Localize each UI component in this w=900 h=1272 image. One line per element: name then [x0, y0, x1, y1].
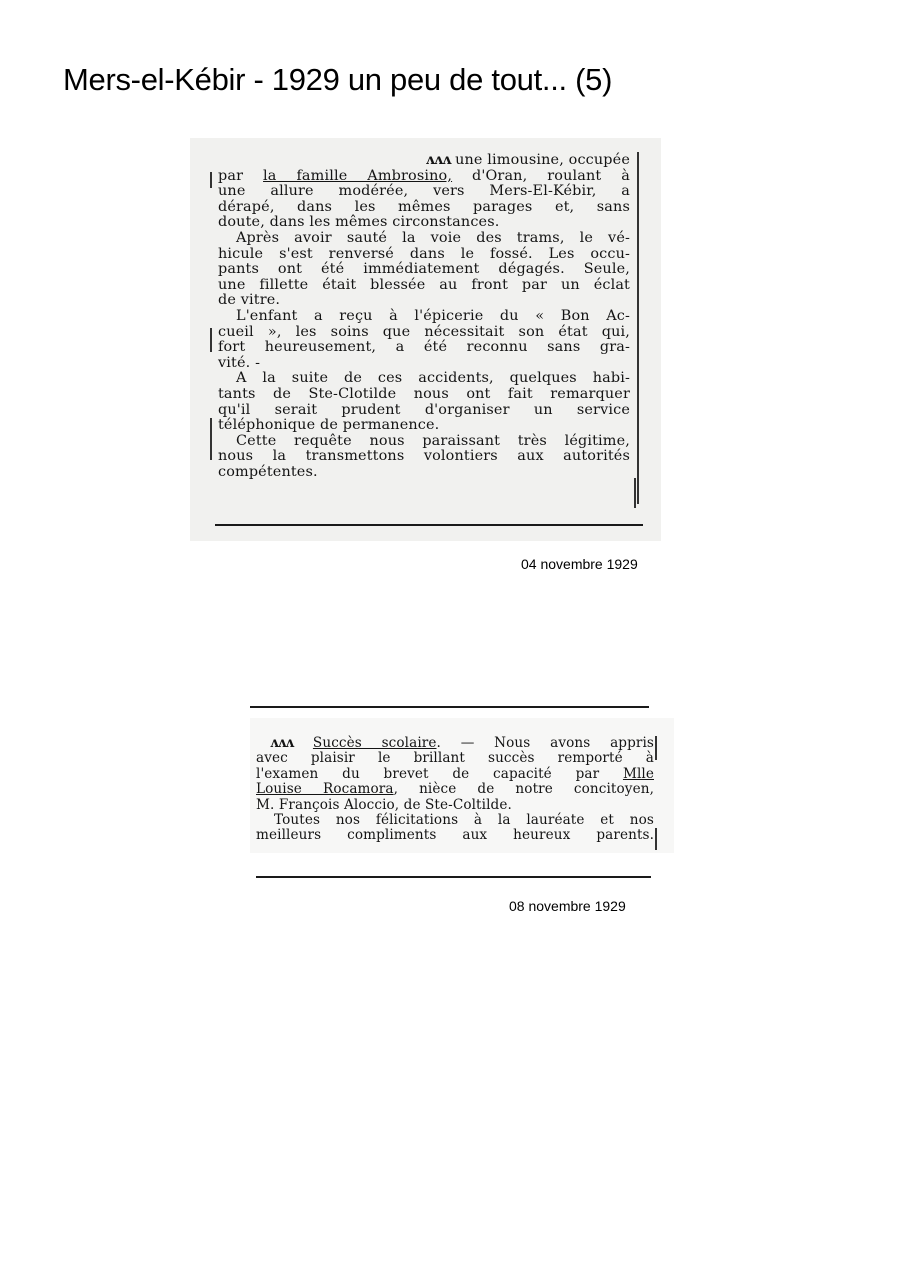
article-line: fort heureusement, a été reconnu sans gra-	[218, 339, 630, 356]
article-line: l'examen du brevet de capacité par Mlle	[256, 765, 654, 782]
separator-rule	[215, 524, 643, 526]
article-line: dérapé, dans les mêmes parages et, sans	[218, 198, 630, 215]
article-line: cueil », les soins que nécessitait son état qui,	[218, 323, 630, 340]
column-rule-left	[210, 328, 212, 352]
article-line: Après avoir sauté la voie des trams, le vé-	[236, 229, 630, 246]
article-line: avec plaisir le brillant succès remporté à	[256, 750, 654, 767]
newspaper-clipping-1	[190, 138, 661, 541]
article-line: Toutes nos félicitations à la lauréate et nos	[274, 812, 654, 829]
column-rule-right	[637, 152, 639, 504]
article-line: une allure modérée, vers Mers-El-Kébir, a	[218, 183, 630, 200]
article-line: vité. -	[218, 354, 261, 371]
article-text	[256, 736, 654, 844]
column-rule-right	[655, 828, 657, 850]
clipping-date: 08 novembre 1929	[509, 898, 626, 914]
article-line: qu'il serait prudent d'organiser un service	[218, 401, 630, 418]
article-line: une fillette était blessée au front par un éclat	[218, 276, 630, 293]
article-line: meilleurs compliments aux heureux parents.	[256, 827, 654, 844]
article-line: doute, dans les mêmes circonstances.	[218, 214, 500, 231]
separator-rule	[250, 706, 649, 708]
article-line: nous la transmettons volontiers aux autorités	[218, 448, 630, 465]
article-line: téléphonique de permanence.	[218, 417, 440, 434]
column-rule-left	[210, 418, 212, 460]
article-line: tants de Ste-Clotilde nous ont fait remarquer	[218, 385, 630, 402]
underlined-name: Louise Rocamora	[256, 781, 394, 798]
article-line: A la suite de ces accidents, quelques habi-	[236, 370, 630, 387]
column-rule-left	[210, 172, 212, 188]
ornament-glyph: ʌʌʌ	[270, 735, 294, 751]
ornament-glyph: ʌʌʌ	[425, 151, 451, 168]
article-line: hicule s'est renversé dans le fossé. Les occu-	[218, 245, 630, 262]
article-line: pants ont été immédiatement dégagés. Seule,	[218, 261, 630, 278]
article-heading: Succès scolaire	[312, 735, 437, 751]
column-rule-right	[634, 478, 636, 508]
newspaper-clipping-2	[250, 718, 674, 853]
article-line: Cette requête nous paraissant très légitime,	[236, 432, 630, 449]
article-line: Louise Rocamora, nièce de notre concitoyen,	[256, 781, 654, 798]
article-line: compétentes.	[218, 463, 318, 480]
separator-rule	[256, 876, 651, 878]
page-title: Mers-el-Kébir - 1929 un peu de tout... (5)	[63, 62, 613, 97]
article-line: M. François Aloccio, de Ste-Coltilde.	[256, 796, 512, 813]
clipping-date: 04 novembre 1929	[521, 556, 638, 572]
article-text	[218, 152, 630, 480]
underlined-name: la famille Ambrosino,	[263, 167, 453, 184]
article-line: par la famille Ambrosino, d'Oran, roulant à	[218, 167, 630, 184]
article-line: L'enfant a reçu à l'épicerie du « Bon Ac-	[236, 307, 630, 324]
article-line: ʌʌʌ Succès scolaire. — Nous avons appris	[270, 735, 654, 751]
article-line: ʌʌʌ une limousine, occupée	[425, 151, 630, 168]
article-line: de vitre.	[218, 292, 281, 309]
column-rule-right	[655, 736, 657, 760]
